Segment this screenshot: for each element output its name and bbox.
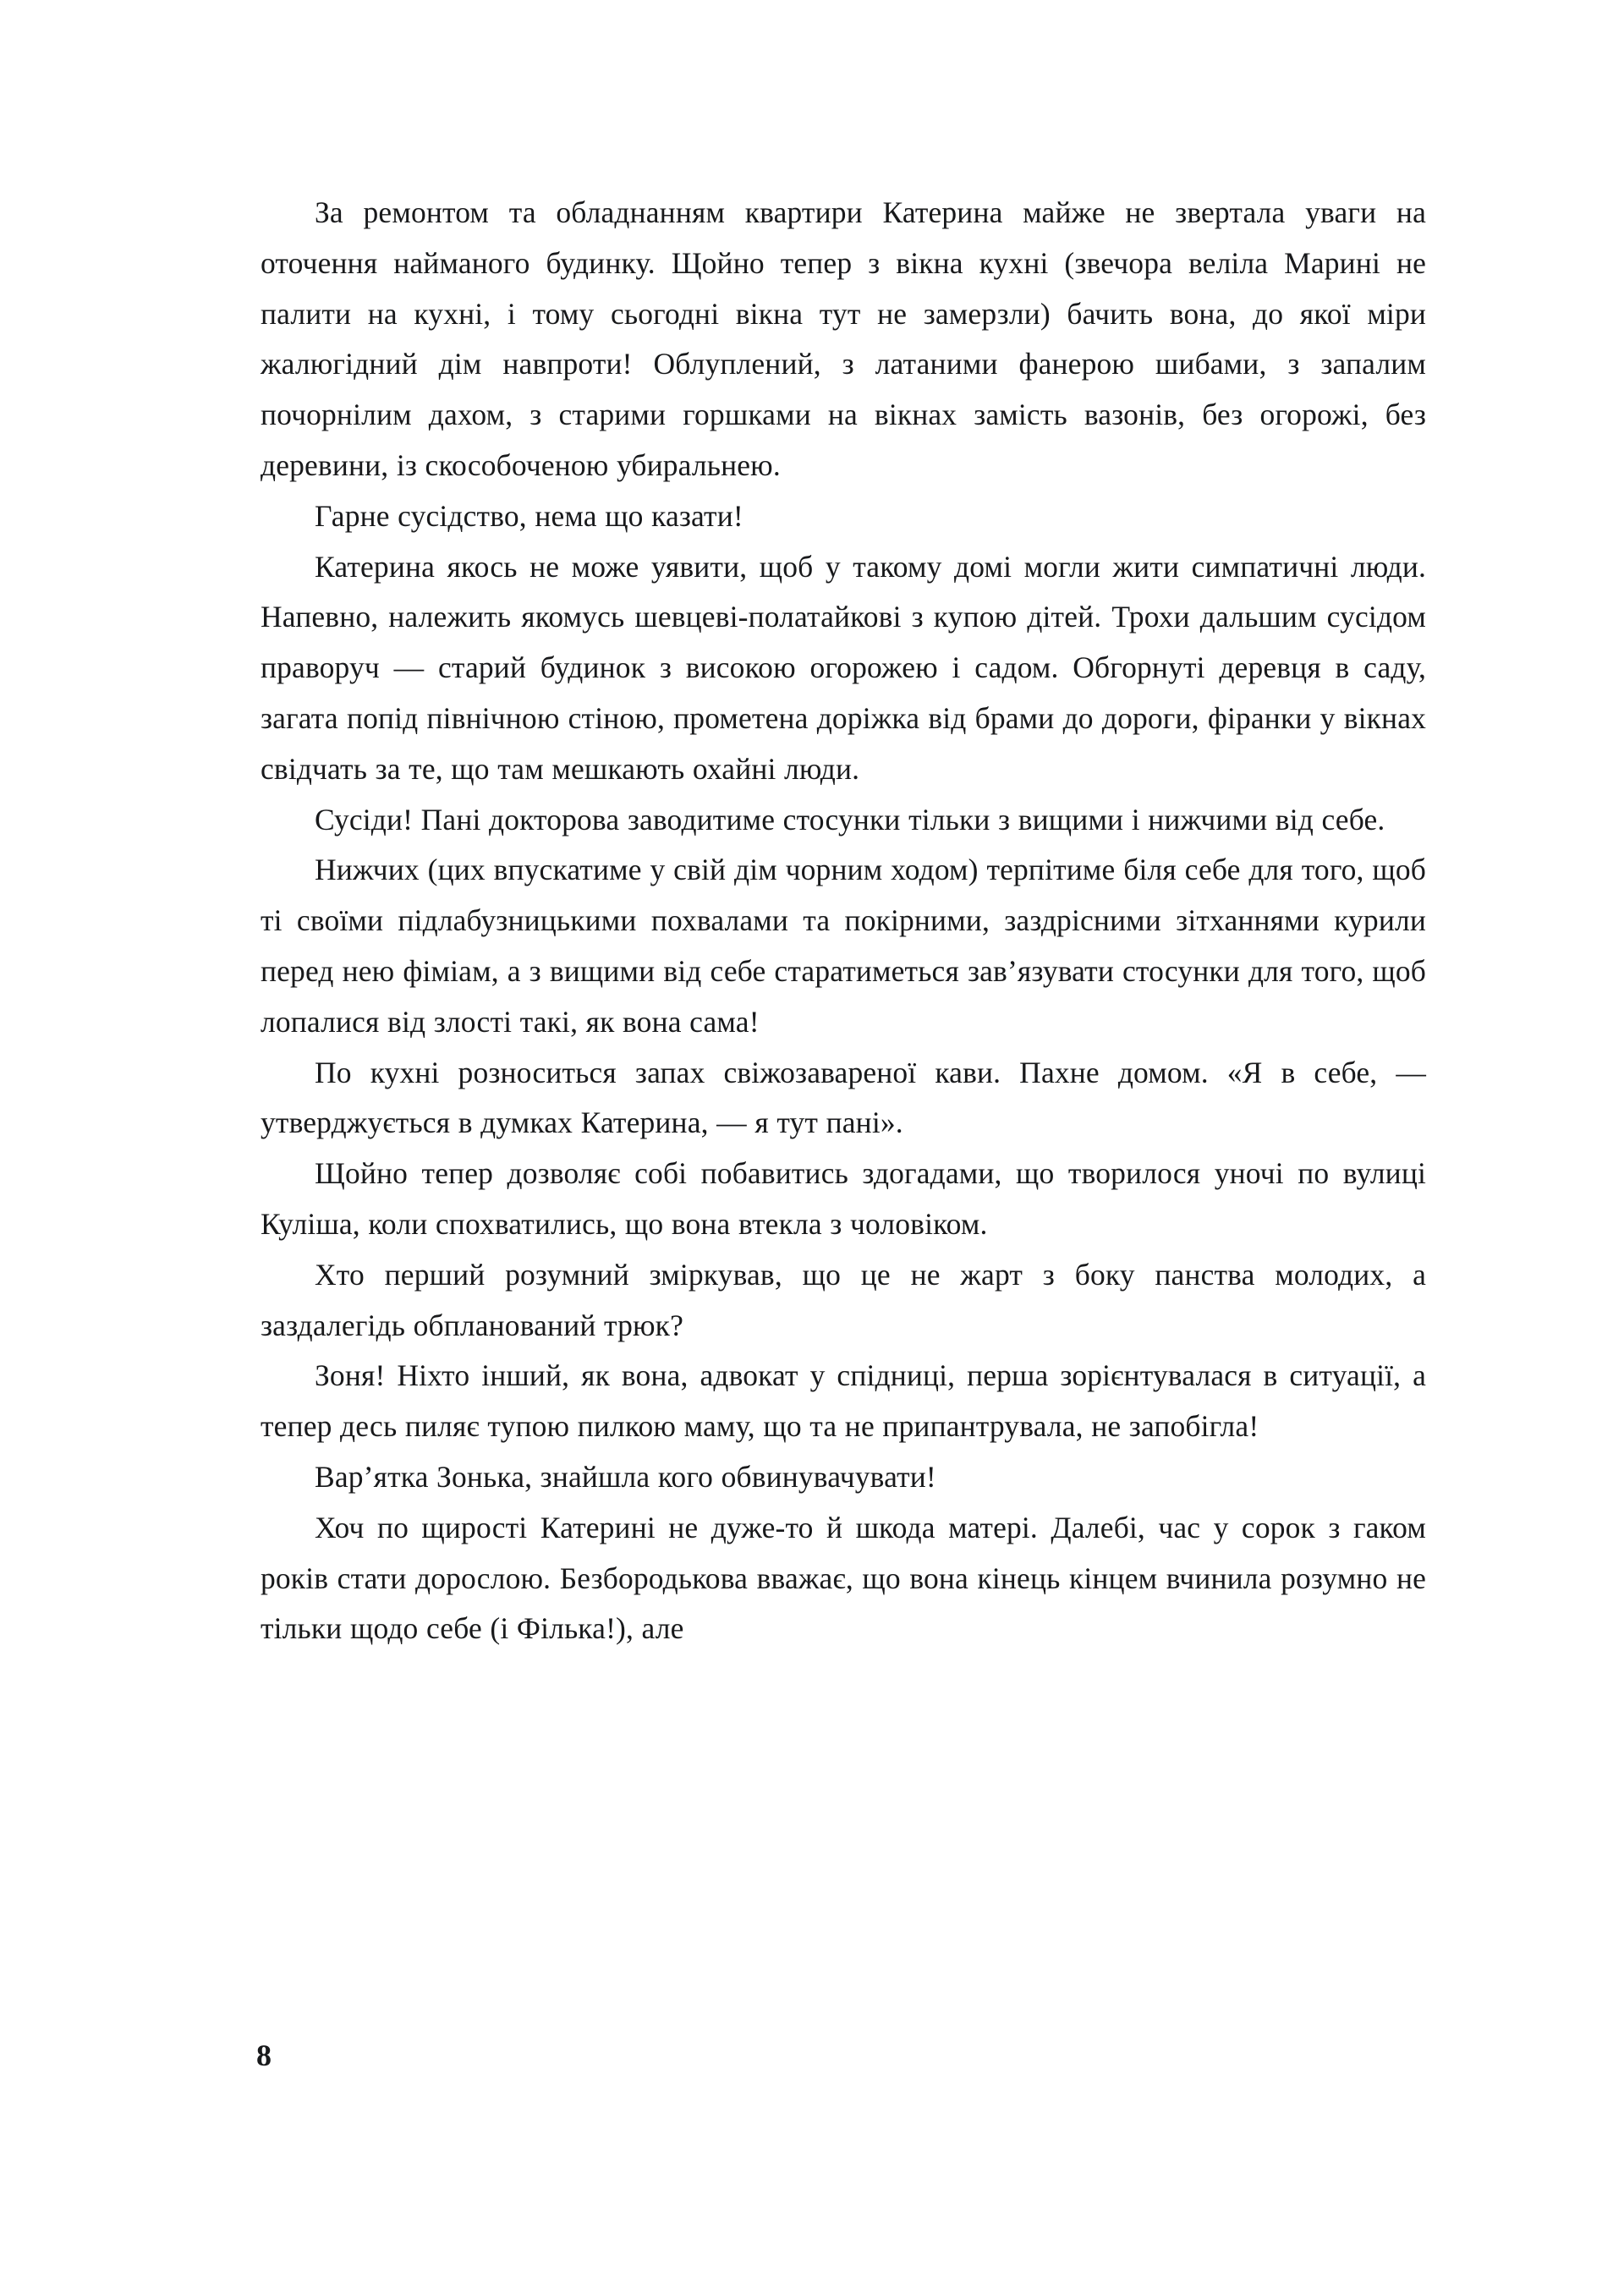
paragraph: Нижчих (цих впускатиме у свій дім чорним ходом) терпітиме біля себе для того, щоб ті своїми підлабузницькими похвалами та покірними, заздрісними зітханнями курили перед нею фіміам, а з вищими від себе старатиметься зав’язувати стосунки для того, щоб лопалися від злості такі, як вона сама! [261,853,1426,1039]
paragraph: По кухні розноситься запах свіжозавареної кави. Пахне домом. «Я в себе, — утверджується в думках Катерина, — я тут пані». [261,1055,1426,1140]
paragraph: Сусіди! Пані докторова заводитиме стосунки тільки з вищими і нижчими від себе. [315,802,1385,837]
page-number: 8 [256,2038,272,2072]
paragraph: Гарне сусідство, нема що казати! [315,498,743,533]
page-text-block [261,188,1426,1654]
paragraph: Вар’ятка Зонька, знайшла кого обвинувачувати! [315,1459,936,1494]
paragraph: Хто перший розумний зміркував, що це не жарт з боку панства молодих, а заздалегідь обпланований трюк? [261,1257,1426,1342]
paragraph: За ремонтом та обладнанням квартири Катерина майже не звертала уваги на оточення найманого будинку. Щойно тепер з вікна кухні (звечора веліла Марині не палити на кухні, і тому сьогодні вікна тут не замерзли) бачить вона, до якої міри жалюгідний дім навпроти! Облуплений, з латаними фанерою шибами, з запалим почорнілим дахом, з старими горшками на вікнах замість вазонів, без огорожі, без деревини, із скособоченою убиральнею. [261,195,1426,482]
paragraph: Катерина якось не може уявити, щоб у такому домі могли жити симпатичні люди. Напевно, належить якомусь шевцеві-полатайкові з купою дітей. Трохи дальшим сусідом праворуч — старий будинок з високою огорожею і садом. Обгорнуті деревця в саду, загата попід північною стіною, прометена доріжка від брами до дороги, фіранки у вікнах свідчать за те, що там мешкають охайні люди. [261,549,1426,786]
paragraph: Зоня! Ніхто інший, як вона, адвокат у спідниці, перша зорієнтувалася в ситуації, а тепер десь пиляє тупою пилкою маму, що та не припантрувала, не запобігла! [261,1358,1426,1444]
paragraph: Щойно тепер дозволяє собі побавитись здогадами, що творилося уночі по вулиці Куліша, коли спохватились, що вона втекла з чоловіком. [261,1156,1426,1241]
paragraph: Хоч по щирості Катерині не дуже-то й шкода матері. Далебі, час у сорок з гаком років стати дорослою. Безбородькова вважає, що вона кінець кінцем вчинила розумно не тільки щодо себе (і Філька!), але [261,1510,1426,1646]
